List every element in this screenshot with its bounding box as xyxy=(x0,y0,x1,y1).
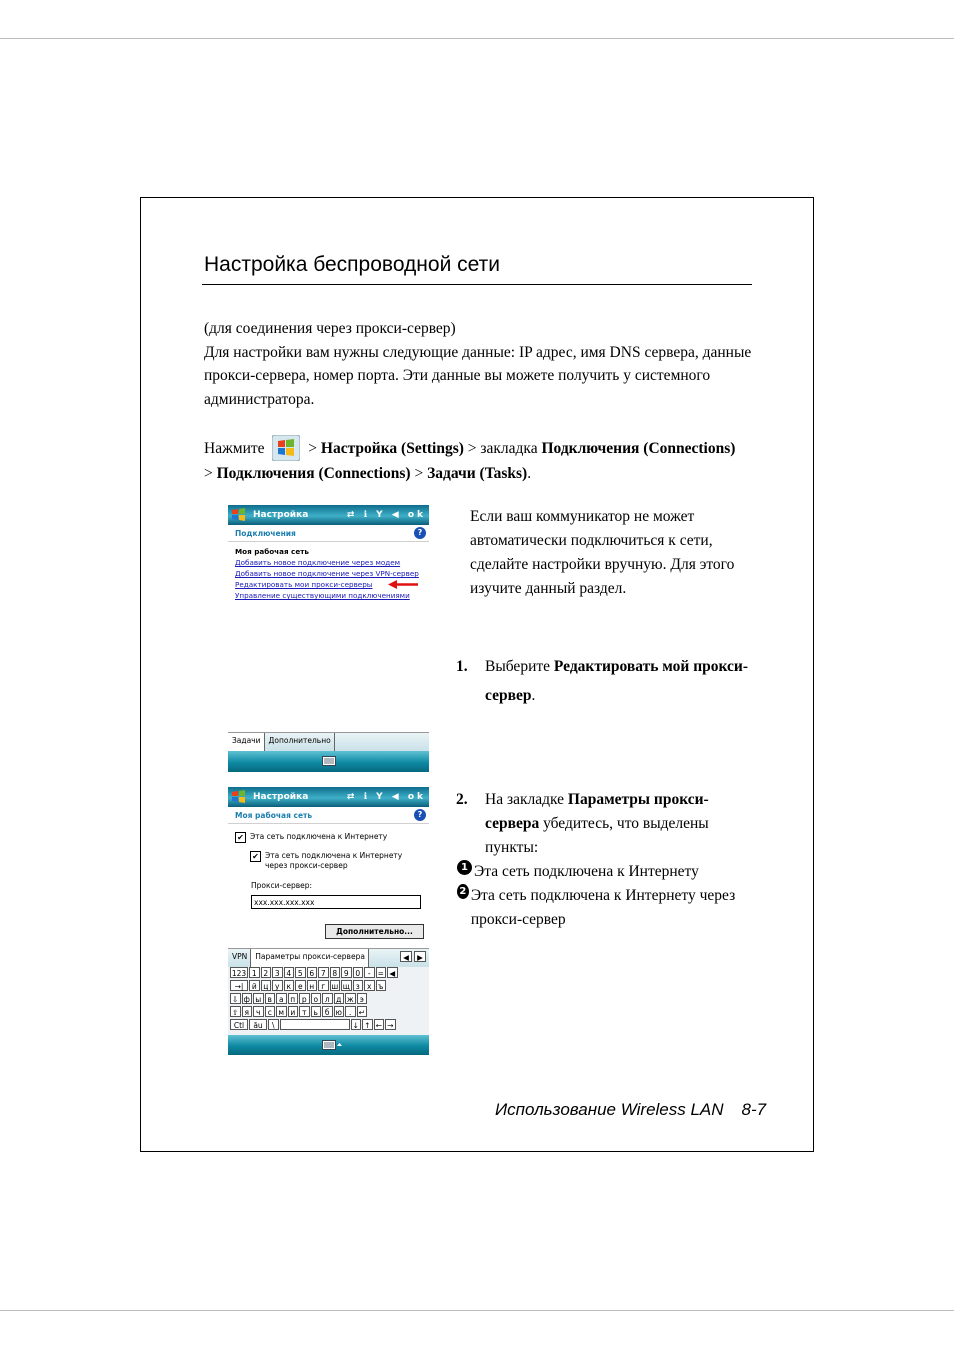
link-edit-proxy[interactable]: Редактировать мои прокси-серверы xyxy=(235,580,373,589)
title-underline xyxy=(202,284,752,285)
keyboard-key[interactable]: 7 xyxy=(318,967,329,978)
keyboard-key[interactable]: - xyxy=(364,967,375,978)
title-bar xyxy=(228,787,429,807)
keyboard-key[interactable]: а xyxy=(276,993,287,1004)
keyboard-key[interactable]: 123 xyxy=(231,969,247,978)
keyboard-key[interactable]: 1 xyxy=(249,967,260,978)
keyboard-icon[interactable] xyxy=(322,1040,342,1050)
keyboard-key[interactable]: 3 xyxy=(272,967,283,978)
bullet-2-icon: 2 xyxy=(457,884,469,899)
keyboard-key[interactable]: ău xyxy=(249,1019,267,1030)
keyboard-key[interactable]: р xyxy=(299,993,310,1004)
keyboard-key[interactable]: →| xyxy=(230,980,248,991)
keyboard-key[interactable]: \ xyxy=(268,1019,279,1030)
bottom-rule xyxy=(0,1310,954,1311)
nav-end: . xyxy=(527,465,532,482)
checkbox-internet[interactable]: ✔ xyxy=(235,832,246,843)
keyboard-key[interactable]: ю xyxy=(334,1006,345,1017)
intro-line-1: (для соединения через прокси-сервер) xyxy=(204,320,456,337)
keyboard-key[interactable]: ь xyxy=(311,1006,322,1017)
intro-text xyxy=(204,317,764,411)
tab-vpn[interactable]: VPN xyxy=(228,949,251,967)
nav-settings: Настройка (Settings) xyxy=(320,440,464,457)
bullet-1-icon: 1 xyxy=(457,860,472,875)
keyboard-key[interactable]: с xyxy=(265,1006,276,1017)
nav-press: Нажмите xyxy=(204,440,265,457)
keyboard-key[interactable]: ◀ xyxy=(387,967,398,978)
keyboard-key[interactable]: й xyxy=(249,980,260,991)
keyboard-key[interactable]: щ xyxy=(342,982,350,991)
proxy-label: Прокси-сервер: xyxy=(251,881,313,890)
step-end: . xyxy=(531,687,536,704)
work-network-heading: Моя рабочая сеть xyxy=(235,547,309,556)
keyboard-key[interactable]: в xyxy=(265,993,276,1004)
step-2 xyxy=(456,788,756,860)
intro-line-2: Для настройки вам нужны следующие данные: IP адрес, имя DNS сервера, данные прокси-сервера, номер порта. Эти данные вы можете получить у системного администратора. xyxy=(204,343,752,408)
nav-sep: > xyxy=(308,440,321,457)
keyboard-row xyxy=(228,967,429,979)
screen-subtitle xyxy=(228,525,429,542)
keyboard-key[interactable]: ↓ xyxy=(351,1019,362,1030)
tab-strip xyxy=(228,948,429,967)
link-add-vpn[interactable]: Добавить новое подключение через VPN-сервер xyxy=(235,569,419,578)
tab-strip xyxy=(228,732,429,751)
step-1 xyxy=(456,652,756,710)
checkbox-internet-label: Эта сеть подключена к Интернету xyxy=(250,832,388,841)
keyboard-key[interactable]: б xyxy=(322,1006,333,1017)
keyboard-key[interactable]: д xyxy=(334,993,345,1004)
keyboard-icon[interactable] xyxy=(322,756,336,766)
keyboard-key[interactable]: и xyxy=(288,1006,299,1017)
keyboard-key[interactable]: о xyxy=(311,993,322,1004)
title-bar xyxy=(228,505,429,525)
keyboard-key[interactable]: у xyxy=(272,980,283,991)
keyboard-row xyxy=(228,980,429,992)
keyboard-key[interactable]: ↵ xyxy=(357,1006,368,1017)
bullet-item xyxy=(457,860,757,884)
keyboard-key[interactable]: э xyxy=(357,993,368,1004)
keyboard-key[interactable]: ж xyxy=(346,995,354,1004)
nav-connections: Подключения (Connections) xyxy=(541,440,736,457)
subtitle-text: Подключения xyxy=(235,528,296,538)
scroll-left-icon[interactable]: ◀ xyxy=(400,951,412,962)
keyboard-key[interactable]: = xyxy=(376,967,387,978)
keyboard-key[interactable]: к xyxy=(284,980,295,991)
screen-title: Настройка xyxy=(253,510,309,520)
keyboard-key[interactable]: з xyxy=(353,980,364,991)
page-footer xyxy=(495,1100,766,1120)
subtitle-text: Моя рабочая сеть xyxy=(235,810,313,820)
keyboard-key[interactable]: 2 xyxy=(261,967,272,978)
soft-keyboard xyxy=(228,967,429,1035)
connections-list xyxy=(228,542,429,605)
windows-start-icon xyxy=(231,790,246,804)
scroll-right-icon[interactable]: ▶ xyxy=(414,951,426,962)
keyboard-key[interactable]: н xyxy=(307,980,318,991)
status-icons[interactable]: ⇄ ℹ Y ◀ ok xyxy=(346,792,426,802)
nav-tab-word: > закладка xyxy=(463,440,542,457)
keyboard-key[interactable]: х xyxy=(364,980,375,991)
keyboard-key[interactable]: ъ xyxy=(376,980,387,991)
link-manage-connections[interactable]: Управление существующими подключениями xyxy=(235,591,410,600)
keyboard-key[interactable]: т xyxy=(299,1006,310,1017)
right-description: Если ваш коммуникатор не может автоматически подключиться к сети, сделайте настройки вручную. Для этого изучите данный раздел. xyxy=(470,508,735,597)
nav-path-line-2 xyxy=(204,465,531,483)
checkbox-2-row xyxy=(250,851,426,871)
help-icon[interactable]: ? xyxy=(414,527,426,539)
nav-path-line-1 xyxy=(204,435,735,461)
link-add-modem[interactable]: Добавить новое подключение через модем xyxy=(235,558,401,567)
page-number: 8-7 xyxy=(741,1100,767,1119)
keyboard-key[interactable]: 0 xyxy=(353,967,364,978)
step-pre: Выберите xyxy=(485,658,554,675)
keyboard-key[interactable]: → xyxy=(385,1019,396,1030)
keyboard-key[interactable]: 9 xyxy=(341,967,352,978)
status-icons[interactable]: ⇄ ℹ Y ◀ ok xyxy=(346,510,426,520)
keyboard-key[interactable]: ⇧ xyxy=(230,1006,241,1017)
step-number: 2. xyxy=(456,791,468,808)
proxy-link-row xyxy=(235,579,422,590)
keyboard-key[interactable]: 5 xyxy=(295,967,306,978)
nav-sep: > xyxy=(410,465,428,482)
menu-bar xyxy=(228,751,429,772)
tab-tasks[interactable]: Задачи xyxy=(228,733,265,751)
windows-start-icon xyxy=(231,508,246,522)
bullet-item xyxy=(457,884,757,932)
keyboard-key[interactable]: п xyxy=(288,993,299,1004)
page-title: Настройка беспроводной сети xyxy=(204,253,500,276)
keyboard-key[interactable]: . xyxy=(345,1006,356,1017)
nav-sep: > xyxy=(204,465,217,482)
keyboard-key[interactable]: ⇩ xyxy=(230,993,241,1004)
help-icon[interactable]: ? xyxy=(414,809,426,821)
screen-title: Настройка xyxy=(253,792,309,802)
keyboard-key[interactable]: г xyxy=(318,980,329,991)
checkbox-proxy[interactable]: ✔ xyxy=(250,851,261,862)
tab-advanced[interactable]: Дополнительно xyxy=(265,733,335,751)
footer-label: Использование Wireless LAN xyxy=(495,1100,724,1119)
advanced-button[interactable]: Дополнительно... xyxy=(325,924,424,939)
screen-subtitle xyxy=(228,807,429,824)
keyboard-key[interactable]: ш xyxy=(331,982,339,991)
step-post: убедитесь, что выделены пункты: xyxy=(485,815,709,856)
step-number: 1. xyxy=(456,658,468,675)
windows-start-icon xyxy=(272,435,300,461)
keyboard-key[interactable]: ы xyxy=(253,993,264,1004)
nav-connections-2: Подключения (Connections) xyxy=(216,465,411,482)
keyboard-key[interactable]: м xyxy=(276,1006,287,1017)
top-rule xyxy=(0,38,954,39)
keyboard-key[interactable]: ↑ xyxy=(362,1019,373,1030)
keyboard-key[interactable]: ← xyxy=(374,1019,385,1030)
keyboard-key[interactable]: я xyxy=(242,1006,253,1017)
checkbox-proxy-label: Эта сеть подключена к Интернету через прокси-сервер xyxy=(265,851,403,870)
keyboard-key[interactable]: ц xyxy=(261,980,272,991)
keyboard-row xyxy=(228,1019,429,1031)
keyboard-row xyxy=(228,1006,429,1018)
screenshot-connections xyxy=(228,505,429,772)
keyboard-row xyxy=(228,993,429,1005)
screenshot-proxy-settings xyxy=(228,787,429,1055)
keyboard-key[interactable]: 4 xyxy=(284,967,295,978)
checkbox-1-row xyxy=(235,832,425,843)
bullet-list xyxy=(457,860,757,932)
tab-proxy-settings[interactable]: Параметры прокси-сервера xyxy=(251,949,369,967)
menu-bar xyxy=(228,1035,429,1055)
step-pre: На закладке xyxy=(485,791,568,808)
keyboard-key[interactable]: Ctl xyxy=(230,1019,248,1030)
bullet-text: Эта сеть подключена к Интернету xyxy=(474,863,699,880)
keyboard-key[interactable]: л xyxy=(322,993,333,1004)
keyboard-key[interactable]: 6 xyxy=(307,967,318,978)
keyboard-rows xyxy=(228,967,429,1031)
tab-scroll xyxy=(400,949,429,967)
step-bold: Параметры прокси-сервера xyxy=(485,791,709,832)
red-arrow-icon xyxy=(388,580,418,589)
bullet-text: Эта сеть подключена к Интернету через прокси-сервер xyxy=(470,887,736,928)
keyboard-key[interactable]: ч xyxy=(253,1006,264,1017)
nav-tasks: Задачи (Tasks) xyxy=(427,465,528,482)
keyboard-key[interactable]: 8 xyxy=(330,967,341,978)
keyboard-key[interactable]: ф xyxy=(242,993,253,1004)
keyboard-key[interactable] xyxy=(280,1019,350,1030)
step-bold: Редактировать мой прокси-сервер xyxy=(485,658,749,704)
proxy-server-input[interactable]: xxx.xxx.xxx.xxx xyxy=(251,895,421,909)
keyboard-key[interactable]: е xyxy=(295,980,306,991)
